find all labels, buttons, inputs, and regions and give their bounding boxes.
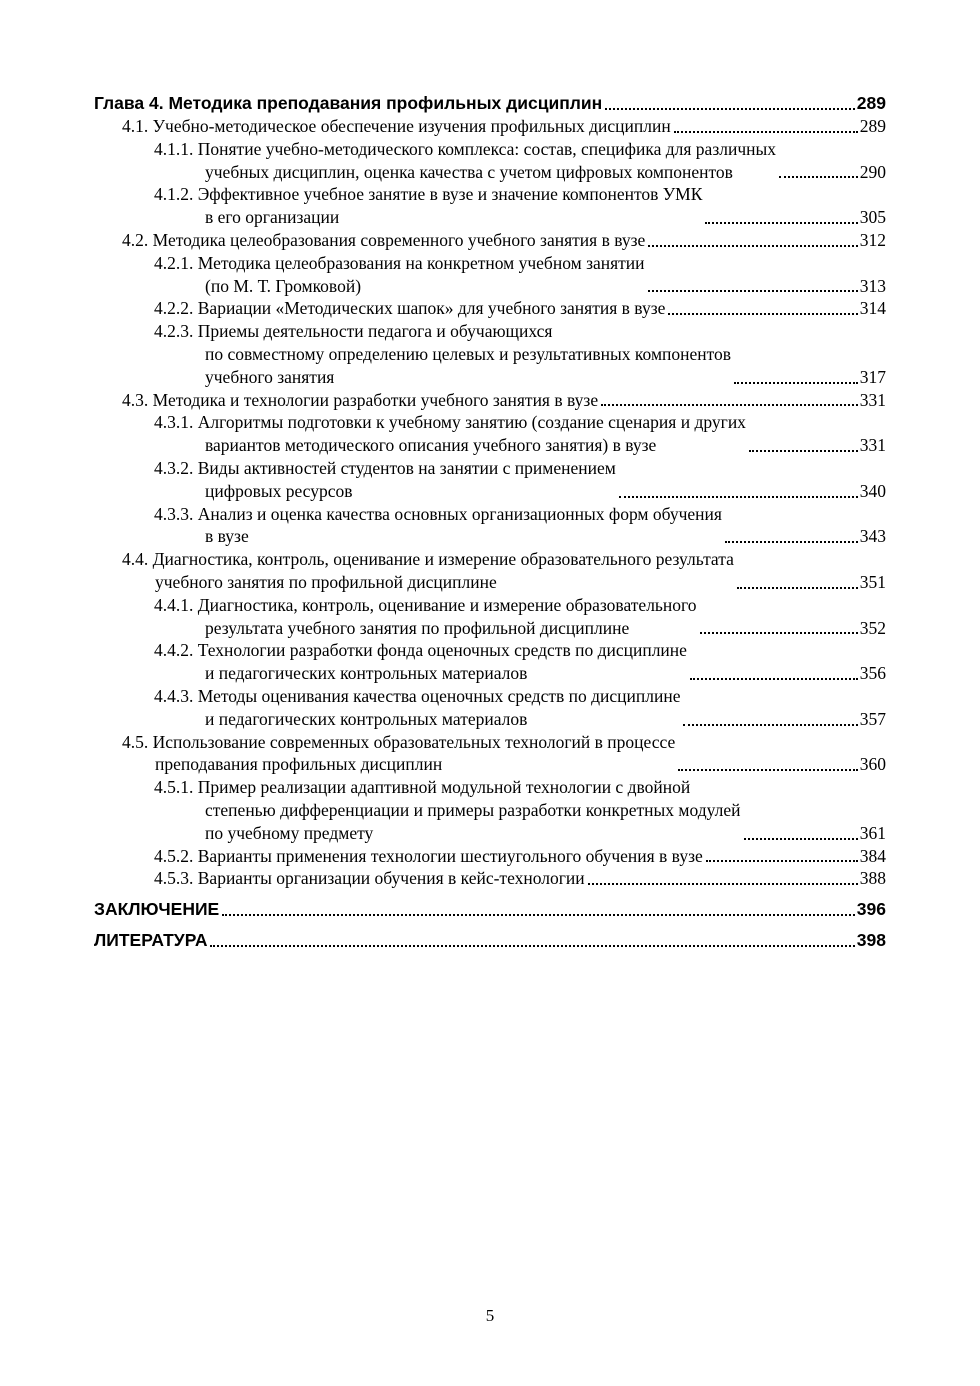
- toc-page-number: 289: [856, 93, 886, 113]
- dot-leader: [749, 450, 858, 452]
- page-number: 5: [485, 1306, 495, 1325]
- toc-entry-title: 4.1. Учебно-методическое обеспечение изучения профильных дисциплин: [122, 116, 671, 136]
- spacer: [94, 921, 886, 929]
- toc-subsection-4-2-1[interactable]: [154, 252, 886, 298]
- dot-leader: [619, 496, 858, 498]
- toc-conclusion[interactable]: [94, 898, 886, 921]
- dot-leader: [700, 632, 858, 634]
- toc-title-line: 4.3.3. Анализ и оценка качества основных организационных форм обучения: [154, 503, 722, 524]
- toc-section-4-5[interactable]: [122, 731, 886, 777]
- dot-leader: [734, 382, 858, 384]
- toc-page-number: 357: [859, 708, 886, 729]
- toc-subsection-4-2-2[interactable]: [154, 297, 886, 320]
- toc-page-number: 388: [859, 868, 886, 889]
- toc-title-line: цифровых ресурсов: [205, 480, 353, 501]
- toc-section-4-4[interactable]: [122, 548, 886, 594]
- dot-leader: [737, 587, 858, 589]
- toc-page-number: 289: [859, 116, 886, 136]
- toc-page-number: 317: [859, 366, 886, 387]
- dot-leader: [744, 838, 858, 840]
- dot-leader: [725, 541, 858, 543]
- toc-subsection-4-4-2[interactable]: [154, 639, 886, 685]
- dot-leader: [588, 883, 858, 885]
- toc-subsection-4-1-2[interactable]: [154, 183, 886, 229]
- spacer: [94, 890, 886, 898]
- toc-title-line: 4.4.1. Диагностика, контроль, оценивание и измерение образовательного: [154, 594, 697, 615]
- toc-subsection-4-3-1[interactable]: [154, 411, 886, 457]
- toc-title-line: и педагогических контрольных материалов: [205, 708, 528, 729]
- toc-title-line: учебного занятия: [205, 366, 335, 387]
- dot-leader: [706, 860, 858, 862]
- toc-page-number: 351: [859, 571, 886, 592]
- toc-entry-title: 4.3. Методика и технологии разработки учебного занятия в вузе: [122, 389, 599, 410]
- toc-page-number: 352: [859, 617, 886, 638]
- toc-chapter-4[interactable]: [94, 92, 886, 115]
- toc-subsection-4-4-1[interactable]: [154, 594, 886, 640]
- toc-entry-title: [154, 594, 697, 640]
- toc-page-number: 361: [859, 822, 886, 843]
- toc-title-line: 4.5. Использование современных образовательных технологий в процессе: [122, 731, 676, 752]
- toc-section-4-1[interactable]: [122, 115, 886, 138]
- toc-page-number: 290: [859, 161, 886, 182]
- toc-subsection-4-4-3[interactable]: [154, 685, 886, 731]
- toc-title-line: 4.3.1. Алгоритмы подготовки к учебному занятию (создание сценария и других: [154, 412, 746, 433]
- toc-entry-title: [122, 548, 734, 594]
- toc-title-line: учебных дисциплин, оценка качества с учетом цифровых компонентов: [205, 161, 733, 182]
- toc-page-number: 305: [859, 207, 886, 228]
- toc-entry-title: [154, 320, 731, 388]
- toc-title-line: 4.2.3. Приемы деятельности педагога и обучающихся: [154, 321, 553, 342]
- toc-title-line: 4.4.2. Технологии разработки фонда оценочных средств по дисциплине: [154, 640, 687, 661]
- toc-page-number: 343: [859, 526, 886, 547]
- dot-leader: [683, 724, 857, 726]
- toc-title-line: 4.3.2. Виды активностей студентов на занятии с применением: [154, 457, 616, 478]
- toc-page-number: 396: [856, 899, 886, 920]
- toc-entry-title: 4.2.2. Вариации «Методических шапок» для учебного занятия в вузе: [154, 298, 666, 319]
- dot-leader: [705, 222, 857, 224]
- toc-title-line: преподавания профильных дисциплин: [155, 754, 443, 775]
- toc-page-number: 331: [859, 435, 886, 456]
- toc-literature[interactable]: [94, 929, 886, 952]
- toc-subsection-4-2-3[interactable]: [154, 320, 886, 388]
- toc-title-line: результата учебного занятия по профильной дисциплине: [205, 617, 630, 638]
- toc-page-number: 314: [859, 298, 886, 319]
- toc-entry-title: [154, 252, 645, 298]
- dot-leader: [678, 769, 858, 771]
- toc-entry-title: ЗАКЛЮЧЕНИЕ: [94, 899, 220, 920]
- toc-title-line: 4.4.3. Методы оценивания качества оценочных средств по дисциплине: [154, 685, 681, 706]
- dot-leader: [668, 313, 857, 315]
- toc-page-number: 312: [859, 229, 886, 250]
- dot-leader: [674, 131, 858, 133]
- toc-entry-title: [154, 685, 680, 731]
- toc-page-number: 398: [856, 930, 886, 951]
- toc-entry-title: Глава 4. Методика преподавания профильных дисциплин: [94, 93, 603, 113]
- toc-title-line: по совместному определению целевых и результативных компонентов: [205, 343, 732, 364]
- toc-entry-title: 4.5.3. Варианты организации обучения в кейс-технологии: [154, 868, 585, 889]
- toc-entry-title: [154, 183, 702, 229]
- toc-entry-title: 4.5.2. Варианты применения технологии шестиугольного обучения в вузе: [154, 845, 703, 866]
- dot-leader: [210, 945, 854, 947]
- toc-entry-title: [154, 138, 776, 184]
- toc-subsection-4-5-2[interactable]: [154, 845, 886, 868]
- toc-page-number: 331: [859, 389, 886, 410]
- toc-title-line: по учебному предмету: [205, 822, 374, 843]
- dot-leader: [222, 914, 855, 916]
- toc-subsection-4-3-2[interactable]: [154, 457, 886, 503]
- toc-subsection-4-5-1[interactable]: [154, 776, 886, 844]
- toc-subsection-4-5-3[interactable]: [154, 867, 886, 890]
- toc-title-line: и педагогических контрольных материалов: [205, 663, 528, 684]
- toc-page-number: 356: [859, 663, 886, 684]
- toc-entry-title: [154, 411, 746, 457]
- toc-title-line: 4.1.1. Понятие учебно-методического комплекса: состав, специфика для различных: [154, 138, 777, 159]
- toc-title-line: учебного занятия по профильной дисциплине: [155, 571, 497, 592]
- toc-title-line: в вузе: [205, 526, 249, 547]
- toc-title-line: вариантов методического описания учебного занятия) в вузе: [205, 435, 657, 456]
- toc-section-4-2[interactable]: [122, 229, 886, 252]
- toc-page-number: 340: [859, 480, 886, 501]
- dot-leader: [605, 108, 855, 110]
- toc-title-line: в его организации: [205, 207, 340, 228]
- toc-entry-title: [122, 731, 675, 777]
- toc-title-line: (по М. Т. Громковой): [205, 275, 362, 296]
- toc-entry-title: [154, 776, 741, 844]
- toc-title-line: 4.4. Диагностика, контроль, оценивание и измерение образовательного результата: [122, 549, 734, 570]
- toc-title-line: 4.1.2. Эффективное учебное занятие в вузе и значение компонентов УМК: [154, 184, 703, 205]
- dot-leader: [601, 404, 858, 406]
- toc-title-line: 4.2.1. Методика целеобразования на конкретном учебном занятии: [154, 252, 645, 273]
- toc-section-4-3[interactable]: [122, 389, 886, 412]
- dot-leader: [690, 678, 858, 680]
- toc-subsection-4-1-1[interactable]: [154, 138, 886, 184]
- toc-title-line: степенью дифференциации и примеры разработки конкретных модулей: [205, 799, 741, 820]
- toc-subsection-4-3-3[interactable]: [154, 503, 886, 549]
- toc-entry-title: 4.2. Методика целеобразования современного учебного занятия в вузе: [122, 229, 646, 250]
- toc-entry-title: [154, 639, 687, 685]
- toc-page-number: 360: [859, 754, 886, 775]
- toc-page-number: 384: [859, 845, 886, 866]
- toc-page-number: 313: [859, 275, 886, 296]
- toc-entry-title: [154, 503, 722, 549]
- dot-leader: [648, 245, 857, 247]
- toc-title-line: 4.5.1. Пример реализации адаптивной модульной технологии с двойной: [154, 777, 691, 798]
- toc-entry-title: ЛИТЕРАТУРА: [94, 930, 208, 951]
- table-of-contents: [94, 92, 886, 952]
- dot-leader: [648, 290, 858, 292]
- toc-entry-title: [154, 457, 616, 503]
- dot-leader: [779, 176, 858, 178]
